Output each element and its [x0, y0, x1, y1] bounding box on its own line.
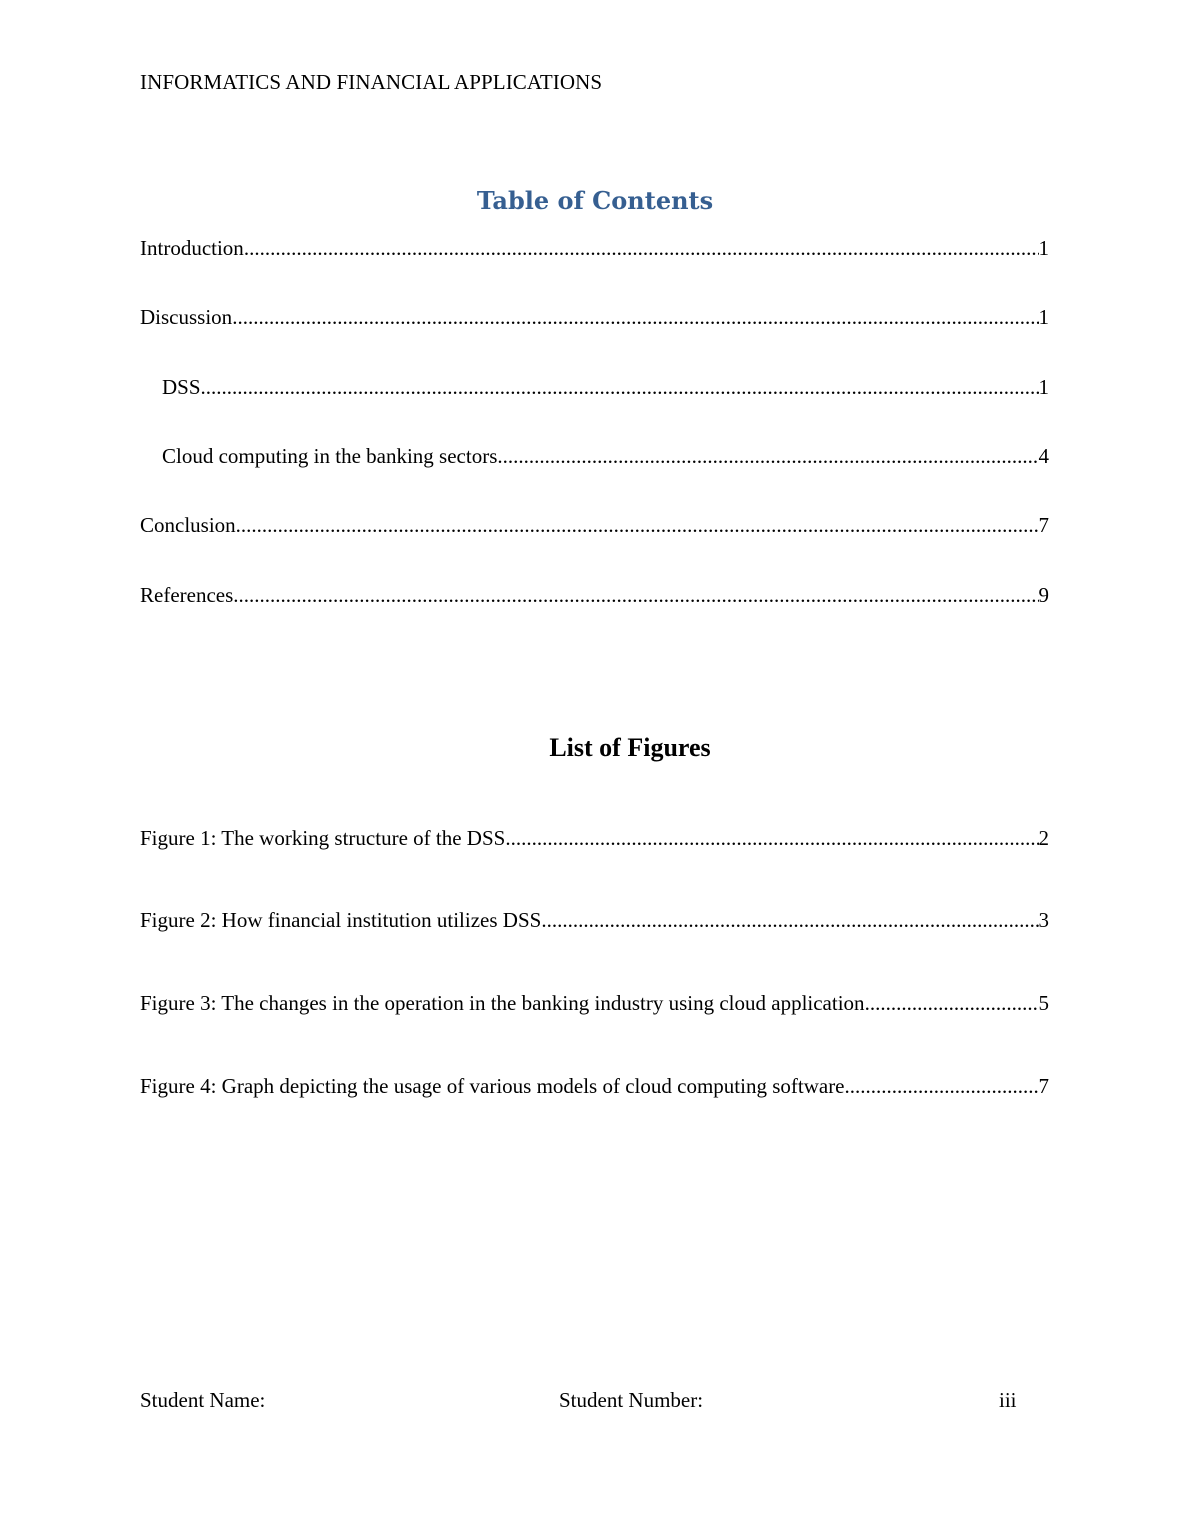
- toc-entry-label: References: [140, 583, 234, 607]
- figure-entry-2[interactable]: [140, 907, 1049, 933]
- figure-entry-3[interactable]: [140, 990, 1049, 1016]
- dot-leader: [244, 235, 1039, 261]
- figure-entry-label: Figure 1: The working structure of the DSS: [140, 826, 506, 850]
- toc-entry-label: Discussion: [140, 305, 233, 329]
- dot-leader: [236, 512, 1039, 538]
- footer-page-number: iii: [999, 1388, 1017, 1412]
- toc-entry-introduction[interactable]: [140, 235, 1049, 261]
- dot-leader: [233, 582, 1038, 608]
- toc-entry-page: 9: [1038, 583, 1049, 607]
- toc-entry-label: Introduction: [140, 236, 244, 260]
- footer-student-name: Student Name:: [140, 1388, 266, 1412]
- toc-entry-references[interactable]: [140, 582, 1049, 608]
- figure-entry-page: 2: [1038, 826, 1049, 850]
- dot-leader: [845, 1073, 1039, 1099]
- figure-entry-1[interactable]: [140, 825, 1049, 851]
- toc-entry-page: 1: [1038, 236, 1049, 260]
- figure-entry-label: Figure 3: The changes in the operation in the banking industry using cloud application: [140, 991, 865, 1015]
- toc-entry-label: Conclusion: [140, 513, 236, 537]
- figure-entry-label: Figure 2: How financial institution utilizes DSS: [140, 908, 542, 932]
- toc-entry-label: DSS: [162, 375, 201, 399]
- footer-student-number: Student Number:: [559, 1388, 704, 1412]
- dot-leader: [232, 304, 1038, 330]
- toc-entry-page: 7: [1038, 513, 1049, 537]
- running-header: INFORMATICS AND FINANCIAL APPLICATIONS: [140, 70, 603, 94]
- dot-leader: [865, 990, 1039, 1016]
- figure-entry-page: 5: [1038, 991, 1049, 1015]
- toc-entry-label: Cloud computing in the banking sectors: [162, 444, 498, 468]
- toc-entry-discussion[interactable]: [140, 304, 1049, 330]
- dot-leader: [497, 443, 1038, 469]
- toc-entry-dss[interactable]: [162, 374, 1049, 400]
- figure-entry-page: 7: [1038, 1074, 1049, 1098]
- toc-entry-conclusion[interactable]: [140, 512, 1049, 538]
- toc-entry-cloud-computing[interactable]: [162, 443, 1049, 469]
- dot-leader: [201, 374, 1039, 400]
- figure-entry-label: Figure 4: Graph depicting the usage of various models of cloud computing software: [140, 1074, 845, 1098]
- dot-leader: [505, 825, 1038, 851]
- figure-entry-4[interactable]: [140, 1073, 1049, 1099]
- toc-entry-page: 4: [1038, 444, 1049, 468]
- toc-entry-page: 1: [1038, 305, 1049, 329]
- toc-entry-page: 1: [1038, 375, 1049, 399]
- list-of-figures-title: List of Figures: [549, 733, 711, 762]
- dot-leader: [541, 907, 1038, 933]
- figure-entry-page: 3: [1038, 908, 1049, 932]
- toc-title: Table of Contents: [476, 186, 714, 215]
